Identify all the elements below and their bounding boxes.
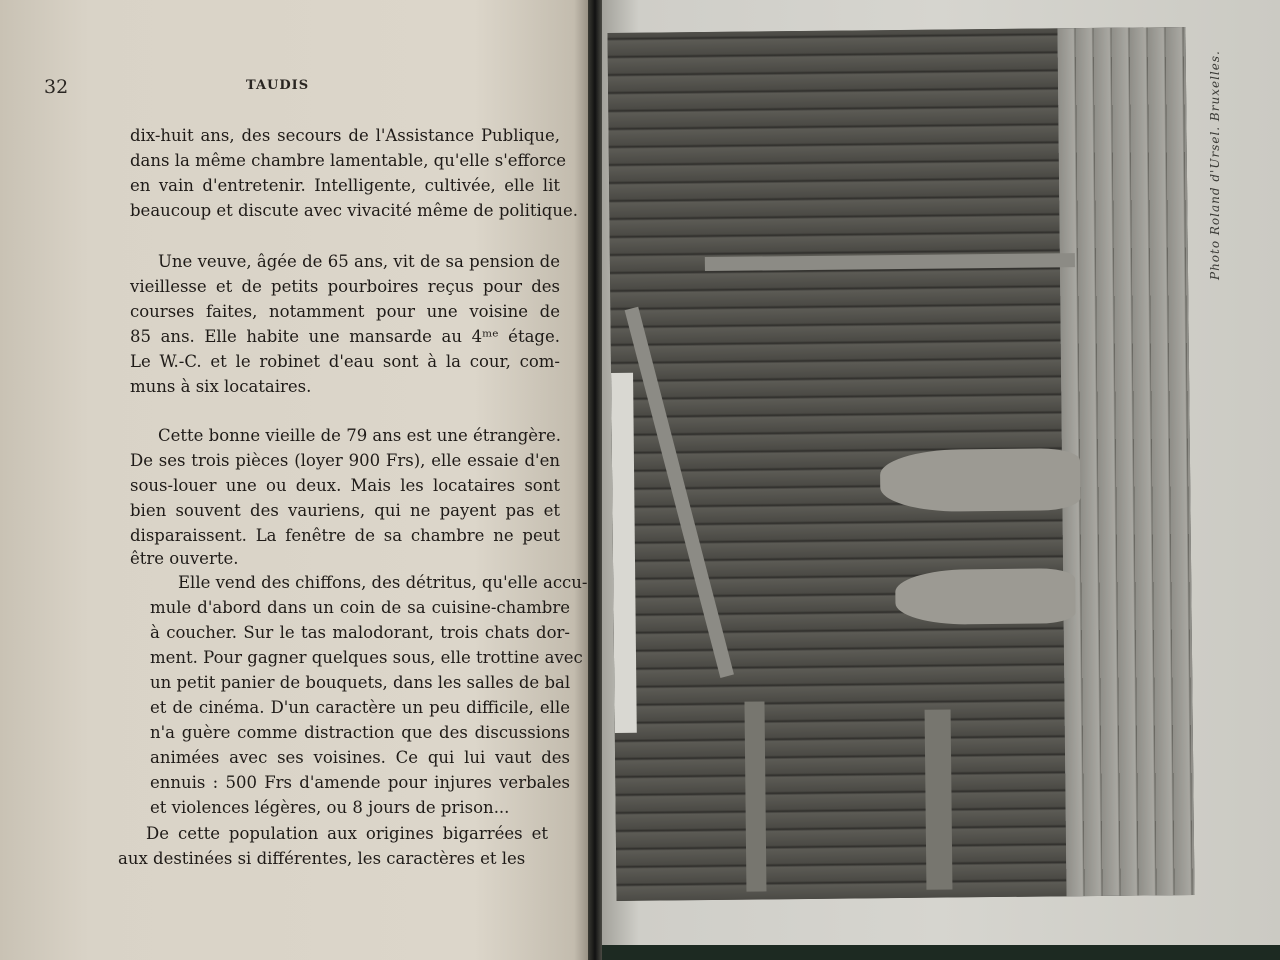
- text-line: Cette bonne vieille de 79 ans est une étrangère.: [158, 426, 561, 445]
- text-line: De cette population aux origines bigarrées et: [146, 824, 548, 843]
- text-line: être ouverte.: [130, 549, 239, 568]
- text-line: courses faites, notamment pour une voisine de: [130, 302, 560, 321]
- text-line: 85 ans. Elle habite une mansarde au 4ᵐᵉ étage.: [130, 327, 560, 346]
- text-line: beaucoup et discute avec vivacité même de politique.: [130, 201, 578, 220]
- text-line: vieillesse et de petits pourboires reçus pour des: [130, 277, 560, 296]
- wooden-post: [925, 709, 953, 889]
- child-figure: [895, 568, 1076, 625]
- photo-credit: Photo Roland d'Ursel. Bruxelles.: [1208, 50, 1222, 280]
- sky-patch: [611, 373, 637, 733]
- text-line: mule d'abord dans un coin de sa cuisine-chambre: [150, 598, 570, 617]
- left-page: [0, 0, 592, 960]
- text-line: ennuis : 500 Frs d'amende pour injures verbales: [150, 773, 570, 792]
- text-line: sous-louer une ou deux. Mais les locataires sont: [130, 476, 560, 495]
- text-line: en vain d'entretenir. Intelligente, cultivée, elle lit: [130, 176, 560, 195]
- text-line: à coucher. Sur le tas malodorant, trois chats dor-: [150, 623, 570, 642]
- text-line: De ses trois pièces (loyer 900 Frs), elle essaie d'en: [130, 451, 560, 470]
- text-line: Elle vend des chiffons, des détritus, qu'elle accu-: [178, 573, 588, 592]
- running-head: TAUDIS: [246, 78, 310, 93]
- text-line: et violences légères, ou 8 jours de prison...: [150, 798, 510, 817]
- text-line: n'a guère comme distraction que des discussions: [150, 723, 570, 742]
- photograph-children-by-wooden-wall: [607, 27, 1194, 901]
- text-line: animées avec ses voisines. Ce qui lui vaut des: [150, 748, 570, 767]
- page-number: 32: [44, 76, 69, 98]
- text-line: dix-huit ans, des secours de l'Assistance Publique,: [130, 126, 560, 145]
- text-line: disparaissent. La fenêtre de sa chambre ne peut: [130, 526, 560, 545]
- book-gutter: [588, 0, 602, 960]
- text-line: Une veuve, âgée de 65 ans, vit de sa pension de: [158, 252, 560, 271]
- text-line: un petit panier de bouquets, dans les salles de bal: [150, 673, 571, 692]
- text-line: ment. Pour gagner quelques sous, elle trottine avec: [150, 648, 583, 667]
- wooden-post: [744, 701, 766, 891]
- text-line: Le W.-C. et le robinet d'eau sont à la cour, com-: [130, 352, 560, 371]
- text-line: muns à six locataires.: [130, 377, 312, 396]
- text-line: et de cinéma. D'un caractère un peu difficile, elle: [150, 698, 570, 717]
- text-line: aux destinées si différentes, les caractères et les: [118, 849, 526, 868]
- child-figure: [880, 448, 1081, 512]
- text-line: bien souvent des vauriens, qui ne payent pas et: [130, 501, 560, 520]
- text-line: dans la même chambre lamentable, qu'elle s'efforce: [130, 151, 567, 170]
